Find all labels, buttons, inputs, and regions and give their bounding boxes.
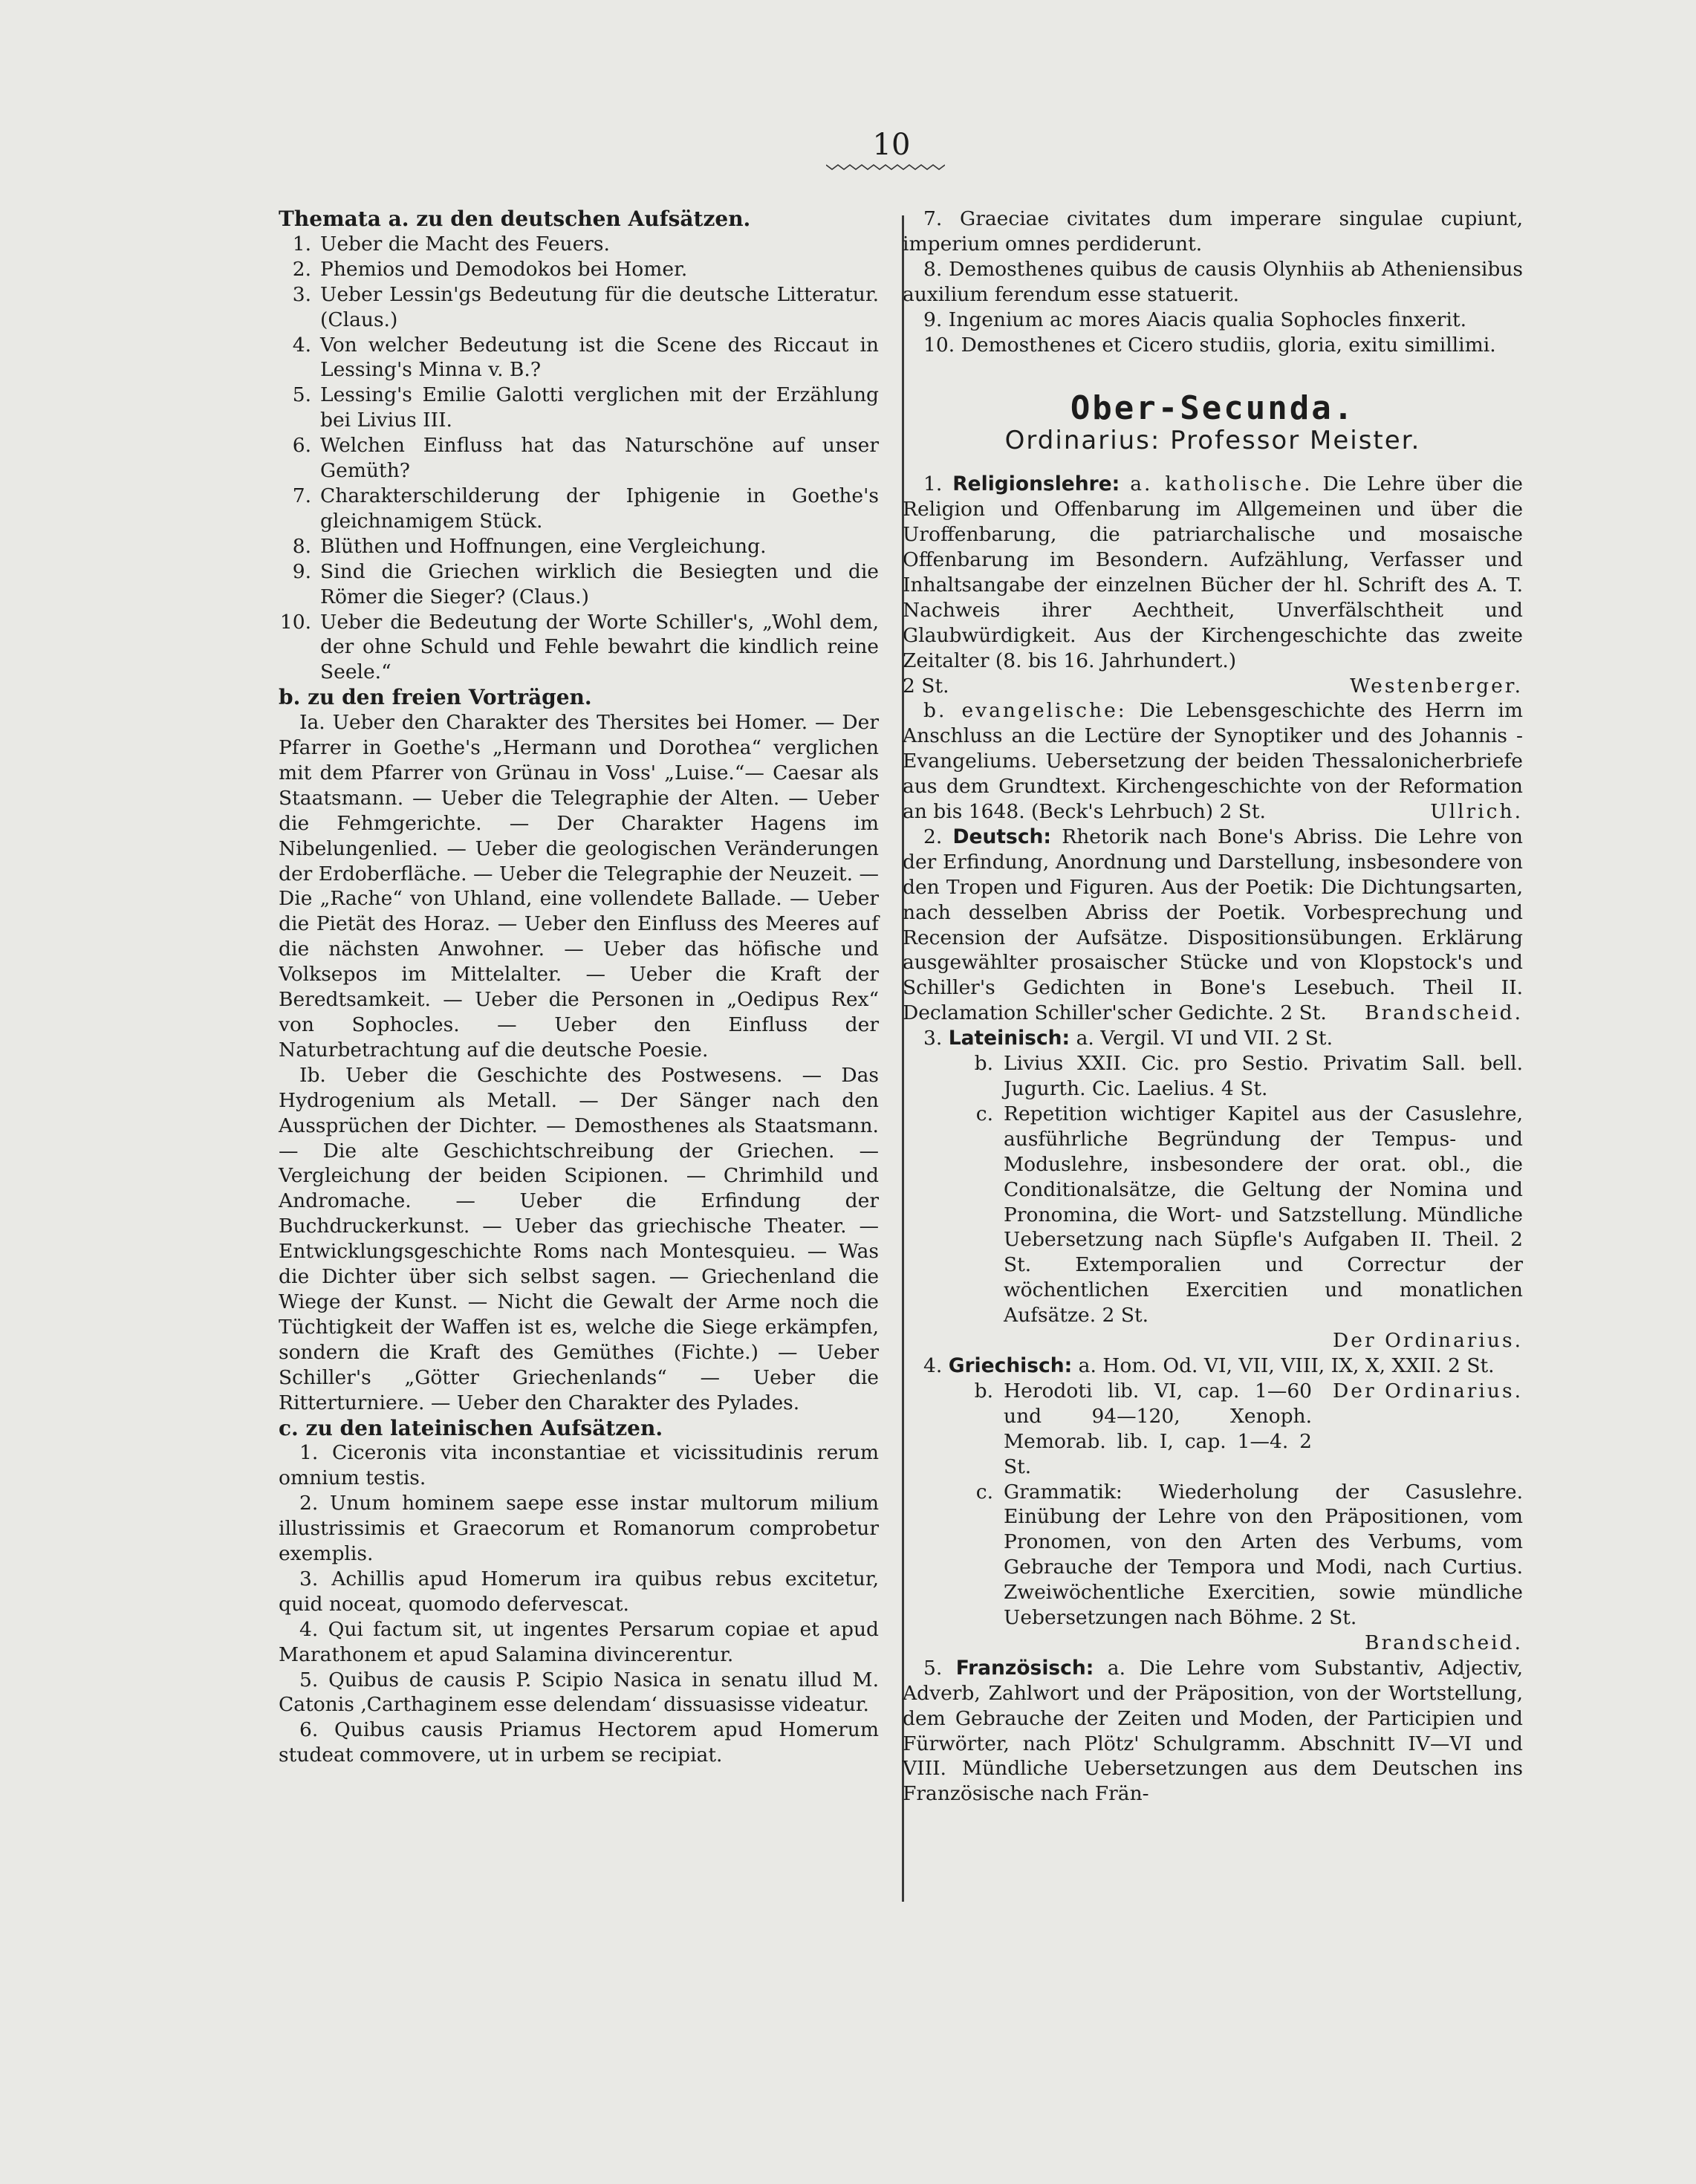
religion-b: b. evangelische: Die Lebensgeschichte des Herrn im Anschluss an die Lectüre der Synoptiker und des Johannis - Evangeliums. Uebersetzung der beiden Thessalonicherbriefe aus dem Grundtext. Kirchengeschichte von der Reformation an bis 1648. (Beck's Lehrbuch) 2 St. Ullrich.: [903, 699, 1523, 824]
latin-item: 10. Demosthenes et Cicero studiis, gloria, exitu simillimi.: [923, 333, 1496, 357]
latin-item: 1. Ciceronis vita inconstantiae et vicissitudinis rerum omnium testis.: [279, 1441, 879, 1490]
latin-item: 7. Graeciae civitates dum imperare singulae cupiunt, imperium omnes perdiderunt.: [903, 207, 1523, 256]
list-item: 7. Charakterschilderung der Iphigenie in Goethe's gleichnamigem Stück.: [292, 484, 879, 533]
german-section: 2. Deutsch: Rhetorik nach Bone's Abriss. Die Lehre von der Erfindung, Anordnung und Darstellung, insbesondere von den Tropen und Figuren. Aus der Poetik: Die Dichtungsarten, nach desselben Abriss der Poetik. Vorbesprechung und Recension der Aufsätze. Dispositionsübungen. Erklärung ausgewählter prosaischer Stücke und von Klopstock's und Schiller's Gedichten in Bone's Lesebuch. Theil II. Declamation Schiller'scher Gedichte. 2 St. Brandscheid.: [903, 825, 1523, 1025]
heading-free-talks: b. zu den freien Vorträgen.: [279, 685, 592, 710]
list-item: 1. Ueber die Macht des Feuers.: [292, 232, 610, 256]
religion-section: 1. Religionslehre: a. katholische. Die Lehre über die Religion und Offenbarung im Allgemeinen und über die Uroffenbarung, die patriarchalische und mosaische Offenbarung im Besondern. Aufzählung, Verfasser und Inhaltsangabe der einzelnen Bücher der hl. Schrift des A. T. Nachweis ihrer Aechtheit, Unverfälschtheit und Glaubwürdigkeit. Aus der Kirchengeschichte das zweite Zeitalter (8. bis 16. Jahrhundert.): [903, 472, 1523, 672]
heading-german-essays: Themata a. zu den deutschen Aufsätzen.: [279, 207, 751, 231]
latin-item: 5. Quibus de causis P. Scipio Nasica in senatu illud M. Catonis ‚Carthaginem esse delendam‘ dissuasisse videatur.: [279, 1668, 879, 1717]
german-essay-list: [279, 232, 879, 685]
paragraph-ib: Ib. Ueber die Geschichte des Postwesens. — Das Hydrogenium als Metall. — Der Sänger nach den Aussprüchen der Dichter. — Demosthenes als Staatsmann. — Die alte Geschichtschreibung der Griechen. — Vergleichung der beiden Scipionen. — Chrimhild und Andromache. — Ueber die Erfindung der Buchdruckerkunst. — Ueber das griechische Theater. — Entwicklungsgeschichte Roms nach Montesquieu. — Was die Dichter über sich selbst sagen. — Griechenland die Wiege der Kunst. — Nicht die Gewalt der Arme noch die Tüchtigkeit der Waffen ist es, welche die Siege erkämpfen, sondern die Kraft des Gemüthes (Fichte.) — Ueber Schiller's „Götter Griechenlands“ — Ueber die Ritterturniere. — Ueber den Charakter des Pylades.: [279, 1063, 879, 1414]
latin-item: 8. Demosthenes quibus de causis Olynhiis ab Atheniensibus auxilium ferendum esse statuerit.: [903, 257, 1523, 306]
latin-section: 3. Lateinisch: a. Vergil. VI und VII. 2 St.: [923, 1027, 1333, 1050]
latin-item: 4. Qui factum sit, ut ingentes Persarum copiae et apud Marathonem et apud Salamina divincerentur.: [279, 1617, 879, 1666]
greek-sub: b. Herodoti lib. VI, cap. 1—60 und 94—120, Xenoph. Memorab. lib. I, cap. 1—4. 2 St. c. Grammatik: Wiederholung der Casuslehre. Einübung der Lehre von den Präpositionen, vom Pronomen, von den Arten des Verbums, vom Gebrauche der Tempora und Modi, nach Curtius. Zweiwöchentliche Exercitien, sowie mündliche Uebersetzungen nach Böhme. 2 St.: [974, 1379, 1523, 1630]
latin-item: 3. Achillis apud Homerum ira quibus rebus excitetur, quid noceat, quomodo defervescat.: [279, 1567, 879, 1616]
list-item: 10. Ueber die Bedeutung der Worte Schiller's, „Wohl dem, der ohne Schuld und Fehle bewahrt die kindlich reine Seele.“: [279, 610, 879, 684]
latin-item: 6. Quibus causis Priamus Hectorem apud Homerum studeat commovere, ut in urbem se recipiat.: [279, 1718, 879, 1767]
list-item: 3. Ueber Lessin'gs Bedeutung für die deutsche Litteratur. (Claus.): [292, 282, 879, 331]
left-column: [279, 207, 879, 1768]
greek-teacher: Brandscheid.: [1364, 1631, 1523, 1654]
list-item: 2. Phemios und Demodokos bei Homer.: [292, 257, 688, 281]
religion-a-footer: 2 St. Westenberger.: [903, 674, 1523, 698]
ordinarius-line: Ordinarius: Professor Meister.: [1004, 426, 1421, 456]
paragraph-ia: Ia. Ueber den Charakter des Thersites bei Homer. — Der Pfarrer in Goethe's „Hermann und Dorothea“ verglichen mit dem Pfarrer von Grünau in Voss' „Luise.“— Caesar als Staatsmann. — Ueber die Telegraphie der Alten. — Ueber die Fehmgerichte. — Der Charakter Hagens im Nibelungenlied. — Ueber die geologischen Veränderungen der Erdoberfläche. — Ueber die Telegraphie der Neuzeit. — Die „Rache“ von Uhland, eine vollendete Ballade. — Ueber die Pietät des Horaz. — Ueber den Einfluss des Meeres auf die nächsten Anwohner. — Ueber das höfische und Volksepos im Mittelalter. — Ueber die Kraft der Beredtsamkeit. — Ueber die Personen in „Oedipus Rex“ von Sophocles. — Ueber den Einfluss der Naturbetrachtung auf die deutsche Poesie.: [279, 711, 879, 1062]
latin-sub: b. Livius XXII. Cic. pro Sestio. Privatim Sall. bell. Jugurth. Cic. Laelius. 4 St. c. Repetition wichtiger Kapitel aus der Casuslehre, ausführliche Begründung der Tempus- und Moduslehre, insbesondere der orat. obl., die Conditionalsätze, die Geltung der Nomina und Pronomina, die Wort- und Satzstellung. Mündliche Uebersetzung nach Süpfle's Aufgaben II. Theil. 2 St. Extemporalien und Correctur der wöchentlichen Exercitien und monatlichen Aufsätze. 2 St.: [974, 1052, 1523, 1327]
heading-latin-essays: c. zu den lateinischen Aufsätzen.: [279, 1415, 663, 1440]
french-section: 5. Französisch: a. Die Lehre vom Substantiv, Adjectiv, Adverb, Zahlwort und der Präposition, von der Wortstellung, dem Gebrauche der Zeiten und Moden, der Participien und Fürwörter, nach Plötz' Schulgramm. Abschnitt IV—VI und VIII. Mündliche Uebersetzungen aus dem Deutschen ins Französische nach Frän-: [903, 1656, 1523, 1806]
page-number: 10: [872, 128, 911, 162]
ornament-rule: [826, 163, 945, 171]
list-item: 9. Sind die Griechen wirklich die Besiegten und die Römer die Sieger? (Claus.): [292, 559, 879, 608]
greek-section: 4. Griechisch: a. Hom. Od. VI, VII, VIII, IX, X, XXII. 2 St. Der Ordinarius.: [923, 1353, 1523, 1403]
latin-teacher: Der Ordinarius.: [1333, 1329, 1523, 1353]
right-column: [903, 207, 1523, 1807]
list-item: 4. Von welcher Bedeutung ist die Scene des Riccaut in Lessing's Minna v. B.?: [292, 333, 879, 382]
latin-item: 2. Unum hominem saepe esse instar multorum milium illustrissimis et Graecorum et Romanorum comprobetur exemplis.: [279, 1492, 879, 1566]
class-title: Ober-Secunda.: [1070, 389, 1356, 428]
list-item: 5. Lessing's Emilie Galotti verglichen mit der Erzählung bei Livius III.: [292, 383, 879, 432]
list-item: 8. Blüthen und Hoffnungen, eine Vergleichung.: [292, 534, 767, 558]
latin-item: 9. Ingenium ac mores Aiacis qualia Sophocles finxerit.: [923, 308, 1467, 331]
list-item: 6. Welchen Einfluss hat das Naturschöne auf unser Gemüth?: [292, 434, 879, 483]
